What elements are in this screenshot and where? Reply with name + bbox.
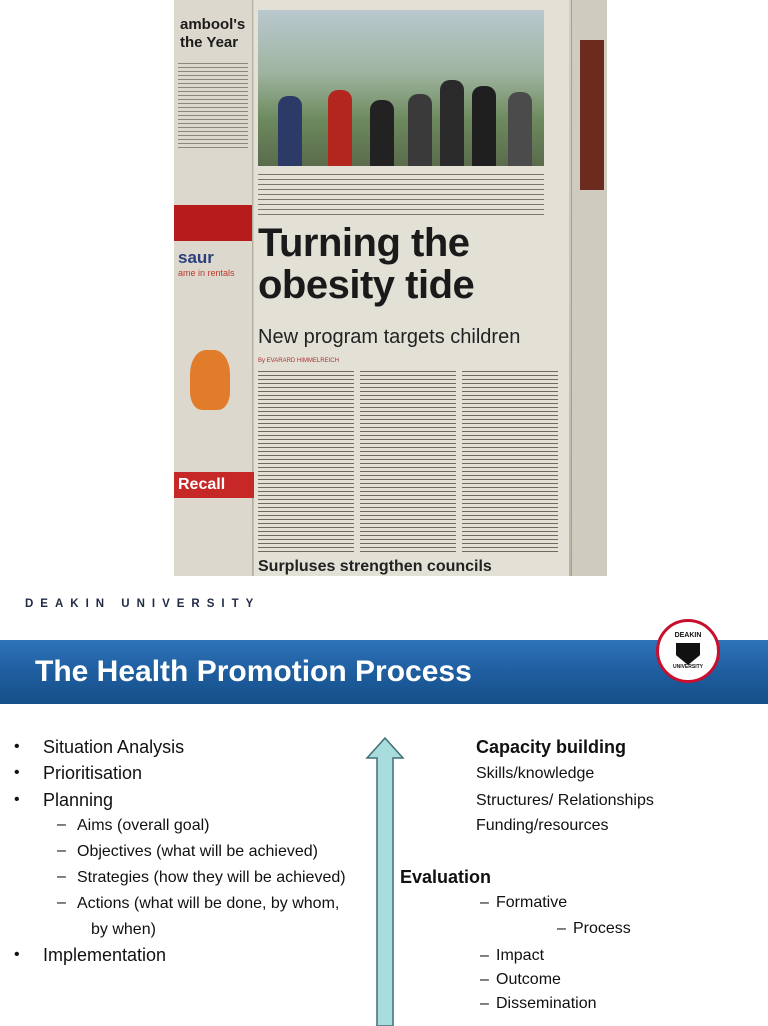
list-item: Implementation — [43, 945, 167, 965]
newspaper-subhead: New program targets children — [258, 326, 521, 348]
left-clipping-text — [178, 60, 248, 150]
dash-icon: – — [557, 920, 566, 937]
evaluation-item: Dissemination — [496, 995, 597, 1012]
bullet-icon: • — [14, 738, 20, 755]
newspaper-page — [254, 0, 569, 576]
article-column — [360, 368, 456, 554]
up-arrow-shape — [367, 738, 403, 1026]
dash-icon: – — [480, 971, 489, 988]
person-figure — [440, 80, 464, 166]
dash-icon: – — [480, 995, 489, 1012]
mascot-image — [190, 350, 230, 410]
person-figure — [370, 100, 394, 166]
list-item: Prioritisation — [43, 763, 143, 783]
logo-subtext: UNIVERSITY — [672, 664, 703, 670]
capacity-item: Funding/resources — [476, 817, 609, 834]
evaluation-item: Formative — [496, 894, 568, 911]
left-ad-recall: Recall — [174, 472, 256, 498]
newspaper-photo — [174, 0, 607, 576]
bullet-icon: • — [14, 946, 20, 963]
university-wordmark: DEAKIN UNIVERSITY — [25, 598, 261, 610]
sub-list-item: Strategies (how they will be achieved) — [77, 869, 346, 886]
slide-title: The Health Promotion Process — [35, 655, 472, 688]
list-item: Situation Analysis — [43, 737, 185, 757]
byline: By EVARARD HIMMELREICH — [258, 358, 339, 364]
headline-line1: Turning the — [258, 221, 470, 265]
group-photo — [258, 10, 544, 166]
left-ad-brand: saur — [178, 248, 214, 267]
person-figure — [472, 86, 496, 166]
deakin-logo — [656, 619, 720, 683]
bullet-icon: • — [14, 791, 20, 808]
photo-caption — [258, 170, 544, 218]
up-arrow-icon — [365, 736, 405, 1026]
dash-icon: – — [480, 894, 489, 911]
list-item: Planning — [43, 790, 114, 810]
person-figure — [328, 90, 352, 166]
capacity-item: Structures/ Relationships — [476, 792, 654, 809]
dash-icon: – — [57, 868, 66, 885]
dash-icon: – — [57, 842, 66, 859]
evaluation-item: Impact — [496, 947, 545, 964]
person-figure — [408, 94, 432, 166]
left-ad-tagline: ame in rentals — [178, 268, 235, 278]
right-clipping-image — [580, 40, 604, 190]
evaluation-item: Process — [573, 920, 631, 937]
bullet-icon: • — [14, 764, 20, 781]
left-clipping — [174, 0, 253, 576]
evaluation-item: Outcome — [496, 971, 561, 988]
person-figure — [278, 96, 302, 166]
capacity-item: Skills/knowledge — [476, 765, 595, 782]
logo-name: DEAKIN — [674, 632, 702, 639]
sub-list-item: Actions (what will be done, by whom, — [77, 895, 340, 912]
right-clipping — [571, 0, 607, 576]
article-column — [462, 368, 558, 554]
article-columns — [258, 368, 558, 554]
bottom-headline: Surpluses strengthen councils — [258, 558, 492, 575]
sub-list-item: Objectives (what will be achieved) — [77, 843, 318, 860]
dash-icon: – — [57, 816, 66, 833]
person-figure — [508, 92, 532, 166]
sub-list-item: by when) — [91, 921, 156, 938]
left-clipping-heading — [180, 16, 252, 52]
headline-line2: obesity tide — [258, 263, 475, 307]
article-column — [258, 368, 354, 554]
dash-icon: – — [57, 894, 66, 911]
left-heading-line1: ambool's — [180, 16, 246, 33]
left-heading-line2: the Year — [180, 34, 239, 51]
dash-icon: – — [480, 947, 489, 964]
left-red-ad — [174, 205, 252, 241]
evaluation-heading: Evaluation — [400, 867, 492, 887]
capacity-heading: Capacity building — [476, 737, 627, 757]
sub-list-item: Aims (overall goal) — [77, 817, 210, 834]
newspaper-headline — [258, 222, 558, 306]
